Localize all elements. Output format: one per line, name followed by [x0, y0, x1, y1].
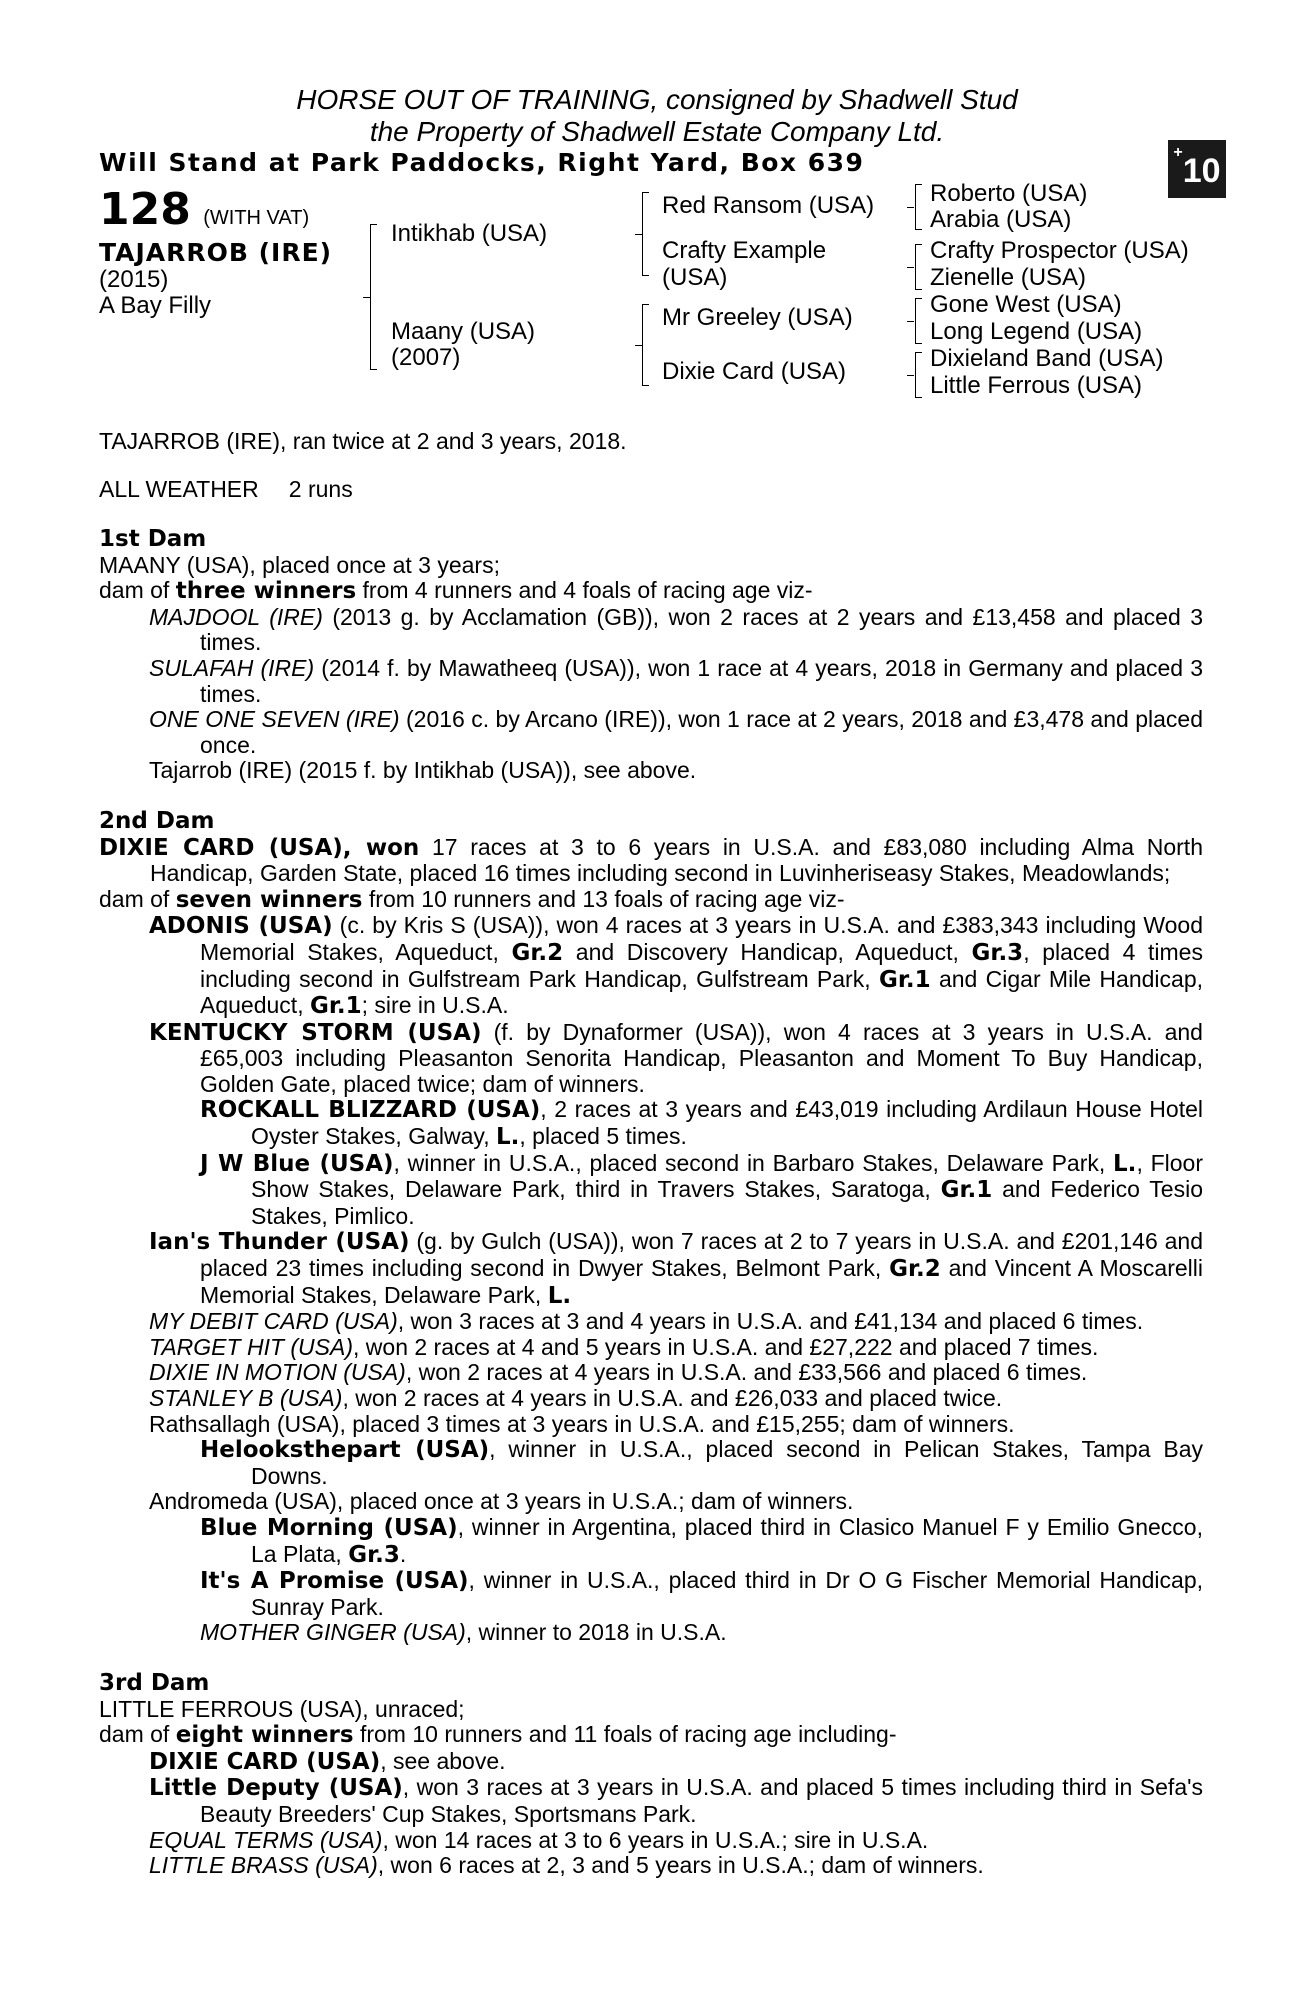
- dam3-line2: dam of eight winners from 10 runners and 11 foals of racing age including-: [99, 1721, 897, 1749]
- dam2-entry-helooksthepart: Helooksthepart (USA), winner in U.S.A., placed second in Pelican Stakes, Tampa Bay Downs.: [200, 1436, 1204, 1489]
- dam1-entry-one-one-seven: ONE ONE SEVEN (IRE) (2016 c. by Arcano (IRE)), won 1 race at 2 years, 2018 and £3,478 and placed once.: [149, 706, 1203, 758]
- race-summary: TAJARROB (IRE), ran twice at 2 and 3 years, 2018.: [99, 428, 627, 454]
- dam2-entry-stanley-b: STANLEY B (USA), won 2 races at 4 years in U.S.A. and £26,033 and placed twice.: [149, 1385, 1003, 1411]
- dam1-entry-tajarrob: Tajarrob (IRE) (2015 f. by Intikhab (USA)), see above.: [149, 757, 697, 784]
- dam2-line1: DIXIE CARD (USA), won 17 races at 3 to 6 years in U.S.A. and £83,080 including Alma North Handicap, Garden State, placed 16 times including second in Luvinheriseasy Stakes, Meadowlands;: [99, 833, 1203, 887]
- dam3-entry-equal-terms: EQUAL TERMS (USA), won 14 races at 3 to 6 years in U.S.A.; sire in U.S.A.: [149, 1826, 929, 1853]
- dam3-entry-dixie-card: DIXIE CARD (USA), see above.: [149, 1747, 506, 1775]
- dam2-entry-its-a-promise: It's A Promise (USA), winner in U.S.A., placed third in Dr O G Fischer Memorial Handicap, Sunray Park.: [200, 1567, 1203, 1620]
- dam1-heading: 1st Dam: [99, 526, 207, 552]
- granddam-1-country: (USA): [662, 264, 728, 291]
- dam1-line2: dam of three winners from 4 runners and 4 foals of racing age viz-: [99, 577, 813, 605]
- all-weather-row: [99, 476, 353, 503]
- dam: Maany (USA): [391, 318, 536, 345]
- dam2-heading: 2nd Dam: [99, 807, 215, 834]
- lot-name: TAJARROB (IRE): [99, 238, 333, 267]
- lot-badge: +10: [1168, 140, 1226, 198]
- dam1-entry-majdool: MAJDOOL (IRE) (2013 g. by Acclamation (GB)), won 2 races at 2 years and £13,458 and placed 3 times.: [149, 603, 1203, 656]
- dam2-entry-rockall-blizzard: ROCKALL BLIZZARD (USA), 2 races at 3 years and £43,019 including Ardilaun House Hotel Oyster Stakes, Galway, L., placed 5 times.: [200, 1096, 1203, 1151]
- dam2-entry-kentucky-storm: KENTUCKY STORM (USA) (f. by Dynaformer (USA)), won 4 races at 3 years in U.S.A. and £65,003 including Pleasanton Senorita Handicap, Pleasanton and Moment To Buy Handicap, Golden Gate, placed twice; dam of winners.: [149, 1018, 1203, 1097]
- ggs-5: Gone West (USA): [930, 291, 1122, 318]
- dam2-entry-my-debit-card: MY DEBIT CARD (USA), won 3 races at 3 and 4 years in U.S.A. and £41,134 and placed 6 times.: [149, 1308, 1144, 1335]
- lot-number-row: [99, 184, 309, 235]
- ggs-7: Dixieland Band (USA): [930, 345, 1164, 372]
- dam1-line1: MAANY (USA), placed once at 3 years;: [99, 551, 500, 578]
- granddam-2: Dixie Card (USA): [662, 358, 847, 385]
- dam2-entry-blue-morning: Blue Morning (USA), winner in Argentina, placed third in Clasico Manuel F y Emilio Gnecco, La Plata, Gr.3.: [200, 1513, 1203, 1568]
- ggs-3: Crafty Prospector (USA): [930, 237, 1189, 264]
- ggs-8: Little Ferrous (USA): [930, 372, 1143, 399]
- dam3-heading: 3rd Dam: [99, 1669, 210, 1696]
- lot-year: (2015): [99, 266, 169, 293]
- lot-description: A Bay Filly: [99, 292, 212, 319]
- ggs-4: Zienelle (USA): [930, 264, 1087, 291]
- vat-note: (WITH VAT): [203, 207, 310, 229]
- granddam-1: Crafty Example: [662, 237, 827, 264]
- dam2-entry-adonis: ADONIS (USA) (c. by Kris S (USA)), won 4 races at 3 years in U.S.A. and £383,343 including Wood Memorial Stakes, Aqueduct, Gr.2 and Discovery Handicap, Aqueduct, Gr.3, placed 4 times including second in Gulfstream Park Handicap, Gulfstream Park, Gr.1 and Cigar Mile Handicap, Aqueduct, Gr.1; sire in U.S.A.: [149, 912, 1204, 1020]
- all-weather-label: ALL WEATHER: [99, 476, 259, 502]
- grandsire-2: Mr Greeley (USA): [662, 304, 853, 331]
- dam2-entry-ians-thunder: Ian's Thunder (USA) (g. by Gulch (USA)), won 7 races at 2 to 7 years in U.S.A. and £201,146 and placed 23 times including second in Dwyer Stakes, Belmont Park, Gr.2 and Vincent A Moscarelli Memorial Stakes, Delaware Park, L.: [149, 1228, 1204, 1309]
- ggs-1: Roberto (USA): [930, 180, 1088, 207]
- dam3-line1: LITTLE FERROUS (USA), unraced;: [99, 1695, 465, 1722]
- dam-year: (2007): [391, 344, 461, 371]
- dam2-entry-target-hit: TARGET HIT (USA), won 2 races at 4 and 5 years in U.S.A. and £27,222 and placed 7 times.: [149, 1333, 1099, 1360]
- grandsire-1: Red Ransom (USA): [662, 192, 875, 219]
- catalogue-body: [99, 527, 1203, 1879]
- dam2-entry-mother-ginger: MOTHER GINGER (USA), winner to 2018 in U.S.A.: [200, 1619, 727, 1646]
- header-property: the Property of Shadwell Estate Company Ltd.: [369, 116, 945, 147]
- lot-number: 128: [99, 184, 191, 235]
- dam3-entry-little-brass: LITTLE BRASS (USA), won 6 races at 2, 3 and 5 years in U.S.A.; dam of winners.: [149, 1852, 984, 1879]
- dam2-entry-andromeda: Andromeda (USA), placed once at 3 years in U.S.A.; dam of winners.: [149, 1488, 854, 1515]
- dam2-entry-dixie-in-motion: DIXIE IN MOTION (USA), won 2 races at 4 years in U.S.A. and £33,566 and placed 6 times.: [149, 1359, 1088, 1386]
- header-location: Will Stand at Park Paddocks, Right Yard, Box 639: [99, 148, 865, 177]
- dam2-entry-jw-blue: J W Blue (USA), winner in U.S.A., placed second in Barbaro Stakes, Delaware Park, L., Floor Show Stakes, Delaware Park, third in Travers Stakes, Saratoga, Gr.1 and Federico Tesio Stakes, Pimlico.: [200, 1149, 1203, 1229]
- ggs-6: Long Legend (USA): [930, 318, 1143, 345]
- dam2-entry-rathsallagh: Rathsallagh (USA), placed 3 times at 3 years in U.S.A. and £15,255; dam of winners.: [149, 1410, 1015, 1437]
- header-consignor: HORSE OUT OF TRAINING, consigned by Shadwell Stud: [296, 84, 1018, 115]
- all-weather-value: 2 runs: [288, 476, 353, 502]
- ggs-2: Arabia (USA): [930, 206, 1072, 233]
- dam3-entry-little-deputy: Little Deputy (USA), won 3 races at 3 years in U.S.A. and placed 5 times including third in Sefa's Beauty Breeders' Cup Stakes, Sportsmans Park.: [149, 1774, 1203, 1827]
- dam1-entry-sulafah: SULAFAH (IRE) (2014 f. by Mawatheeq (USA)), won 1 race at 4 years, 2018 in Germany and placed 3 times.: [149, 654, 1203, 707]
- sire: Intikhab (USA): [391, 220, 548, 247]
- dam2-line2: dam of seven winners from 10 runners and 13 foals of racing age viz-: [99, 885, 845, 913]
